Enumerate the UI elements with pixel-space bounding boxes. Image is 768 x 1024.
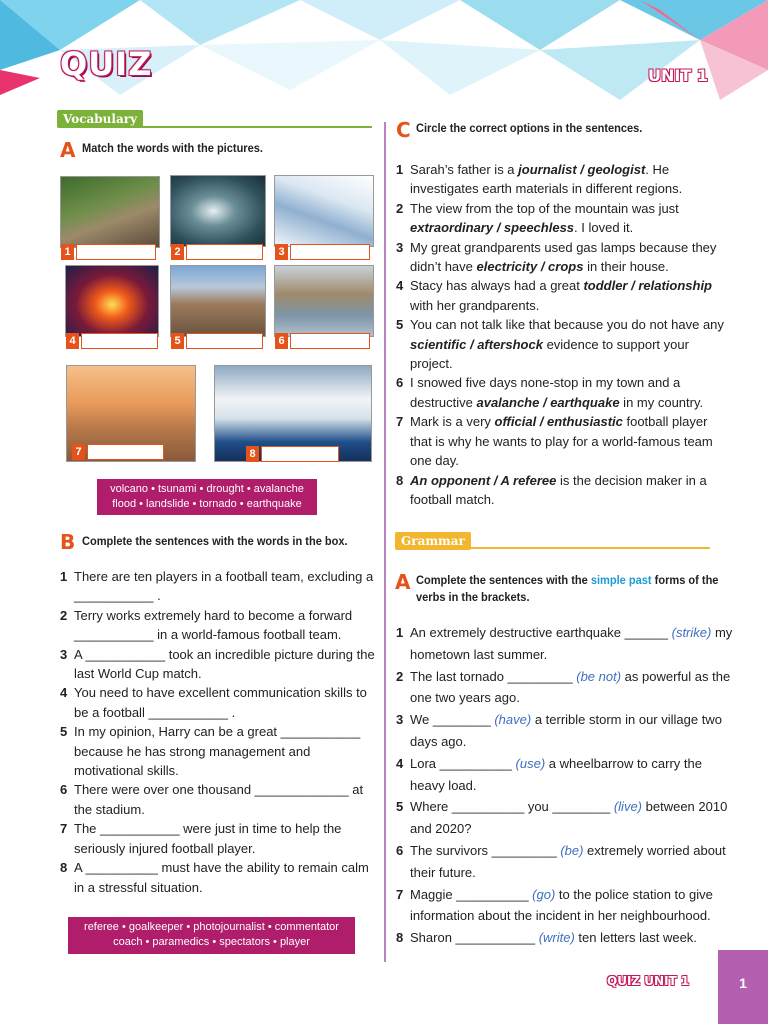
exercise-b-sentence-2 [60,606,380,645]
sentence-number: 3 [396,239,404,255]
sentence-number: 6 [396,842,404,858]
option-choice[interactable]: journalist / geologist [518,162,646,177]
sentence-pre[interactable]: Maggie __________ [410,886,533,902]
answer-box-5[interactable] [186,333,263,349]
grammar-sentence-4 [396,753,736,797]
exercise-c-sentence-1 [396,160,726,199]
sentence-number: 1 [60,569,68,584]
sentence-post: a wheelbarrow to carry the heavy load. [410,755,702,793]
answer-box-4[interactable] [81,333,158,349]
sentence-text[interactable]: Terry works extremely hard to become a forward ___________ in a world-famous football team. [74,607,353,643]
sentence-number: 4 [396,755,404,771]
verb-hint: (write) [538,930,575,946]
exercise-c-sentence-5 [396,315,726,373]
page-number: 1 [718,950,768,1024]
sentence-post: ten letters last week. [574,930,697,946]
verb-hint: (strike) [671,625,712,640]
sentence-number: 5 [396,317,404,333]
photo-number-2: 2 [171,244,184,260]
verb-hint: (be) [560,842,584,858]
instruction-post: forms of the verbs in the brackets. [416,573,719,604]
unit-label: UNIT 1 [648,66,708,85]
photo-number-6: 6 [275,333,288,349]
sentence-pre: You can not talk like that because you do not have any [410,317,724,333]
sentence-text[interactable]: A ___________ took an incredible picture during the last World Cup match. [74,646,375,682]
grammar-exercise-a-instruction [416,572,720,606]
grammar-sentence-6 [396,840,736,884]
sentence-pre: The view from the top of the mountain was just [410,200,679,216]
sentence-number: 8 [396,930,404,946]
exercise-b-sentence-6 [60,780,380,819]
photo-number-1: 1 [61,244,74,260]
sentence-pre[interactable]: We ________ [410,712,495,728]
sentence-text[interactable]: In my opinion, Harry can be a great ___________ because he has strong management and motivational skills. [74,724,361,779]
verb-hint: (go) [532,886,556,902]
grammar-exercise-a-letter: A [395,570,411,594]
sentence-post: . He investigates earth materials in different regions. [410,162,683,197]
sentence-post: as powerful as the one two years ago. [410,668,731,706]
avalanche-photo [274,175,374,247]
option-choice[interactable]: scientific / aftershock [410,336,543,352]
sentence-number: 8 [396,472,404,488]
exercise-b-sentence-4 [60,683,380,722]
quiz-title: QUIZ [60,45,153,83]
sentence-number: 6 [396,375,404,391]
photo-number-5: 5 [171,333,184,349]
grammar-sentence-5 [396,796,736,840]
option-choice[interactable]: avalanche / earthquake [476,394,620,410]
sentence-post: to the police station to give information about the incident in her neighbourhood. [410,886,713,924]
grammar-sentence-2 [396,666,736,710]
answer-box-2[interactable] [186,244,263,260]
sentence-number: 1 [396,162,404,177]
flood-photo [274,265,374,337]
grammar-sentences [396,622,736,949]
sentence-post: between 2010 and 2020? [410,799,728,837]
volcano-photo [65,265,159,337]
answer-box-3[interactable] [290,244,370,260]
sentence-number: 4 [60,685,68,701]
sentence-number: 3 [60,646,68,662]
sentence-number: 4 [396,278,404,294]
verb-hint: (use) [515,755,546,771]
earthquake-photo [170,265,266,337]
sentence-pre[interactable]: Where __________ you ________ [410,799,614,815]
sentence-pre[interactable]: Lora __________ [410,755,516,771]
sentence-post: evidence to support your project. [410,336,689,372]
vocabulary-section-tag: Vocabulary [57,110,143,128]
sentence-pre: Stacy has always had a great [410,278,584,294]
exercise-b-sentence-5 [60,722,380,780]
sentence-pre: I snowed five days none-stop in my town and a destructive [410,375,681,410]
verb-hint: (have) [494,712,532,728]
answer-box-1[interactable] [76,244,156,260]
sentence-number: 2 [396,668,404,684]
instruction-highlight: simple past [590,573,652,587]
sentence-number: 5 [60,724,68,740]
exercise-c-sentence-3 [396,238,726,277]
sentence-number: 7 [60,821,68,837]
tornado-photo [170,175,266,247]
exercise-b-sentence-3 [60,645,380,684]
exercise-c-sentence-8 [396,471,726,510]
exercise-c-sentence-7 [396,412,726,470]
sentence-number: 7 [396,414,404,430]
instruction-pre: Complete the sentences with the [416,573,591,587]
photo-number-3: 3 [275,244,288,260]
word-box-line-2: coach • paramedics • spectators • player [113,936,310,948]
answer-box-7[interactable] [87,444,164,460]
sentence-post: in my country. [619,394,704,410]
verb-hint: (be not) [576,668,622,684]
word-box-line-2: flood • landslide • tornado • earthquake [112,498,302,510]
option-choice[interactable]: An opponent / A referee [410,472,557,488]
column-divider [384,122,386,962]
vocabulary-word-box [97,479,317,515]
sentence-text[interactable]: There are ten players in a football team, excluding a ___________ . [74,569,374,604]
sentence-post: . I loved it. [574,220,634,236]
sentence-post: in their house. [583,259,669,275]
grammar-sentence-3 [396,709,736,753]
sentence-post: football player that is why he wants to play for a world-famous team one day. [410,414,713,469]
sentence-pre[interactable]: The survivors _________ [410,842,561,858]
photo-number-4: 4 [66,333,79,349]
exercise-b-word-box [68,917,355,954]
word-box-line-1: volcano • tsunami • drought • avalanche [110,483,304,495]
sentence-post: extremely worried about their future. [410,842,726,880]
exercise-c-letter: C [396,118,411,142]
sentence-post: a terrible storm in our village two days ago. [410,712,722,749]
grammar-sentence-1 [396,622,736,666]
exercise-c-sentences [396,160,726,509]
grammar-section-tag: Grammar [395,532,471,550]
verb-hint: (live) [613,799,643,815]
photo-number-8: 8 [246,446,259,462]
option-choice[interactable]: official / enthusiastic [494,414,623,430]
grammar-sentence-7 [396,884,736,928]
sentence-text[interactable]: You need to have excellent communication skills to be a football ___________ . [74,685,367,720]
grammar-underline [468,547,710,549]
exercise-c-sentence-2 [396,199,726,238]
vocabulary-underline [142,126,372,128]
sentence-number: 8 [60,860,68,876]
footer-quiz-unit-label: QUIZ UNIT 1 [607,974,690,988]
exercise-c-sentence-6 [396,373,726,412]
sentence-number: 2 [60,607,68,623]
sentence-text[interactable]: There were over one thousand _____________ at the stadium. [74,782,364,817]
exercise-c-instruction: Circle the correct options in the sentences. [416,121,643,135]
exercise-b-instruction: Complete the sentences with the words in the box. [82,534,348,548]
sentence-text[interactable]: A __________ must have the ability to remain calm in a stressful situation. [74,860,369,895]
sentence-pre[interactable]: Sharon ___________ [410,930,539,946]
sentence-number: 5 [396,799,404,815]
answer-box-8[interactable] [261,446,339,462]
header-banner [0,0,768,100]
exercise-b-sentence-7 [60,819,380,858]
option-choice[interactable]: electricity / crops [476,259,584,275]
sentence-number: 2 [396,200,404,216]
sentence-pre[interactable]: The last tornado _________ [410,668,577,684]
exercise-b-sentence-1 [60,567,380,606]
landslide-photo [60,176,160,248]
option-choice[interactable]: extraordinary / speechless [410,220,575,236]
exercise-b-sentences [60,567,380,897]
sentence-pre: My great grandparents used gas lamps because they didn’t have [410,239,717,275]
exercise-c-sentence-4 [396,276,726,315]
sentence-pre[interactable]: An extremely destructive earthquake ______ [410,625,672,640]
sentence-number: 6 [60,782,68,798]
photo-number-7: 7 [72,444,85,460]
sentence-number: 3 [396,712,404,728]
sentence-post: my hometown last summer. [410,625,733,662]
sentence-number: 7 [396,886,404,902]
exercise-b-letter: B [60,530,76,554]
sentence-post: is the decision maker in a football match. [410,472,707,507]
exercise-a-instruction: Match the words with the pictures. [82,141,263,155]
sentence-pre: Mark is a very [410,414,495,430]
word-box-line-1: referee • goalkeeper • photojournalist • commentator [84,921,339,933]
answer-box-6[interactable] [290,333,370,349]
grammar-sentence-8 [396,927,736,949]
exercise-b-sentence-8 [60,858,380,897]
sentence-pre: Sarah’s father is a [410,162,519,177]
sentence-number: 1 [396,625,404,640]
sentence-post: with her grandparents. [410,297,540,313]
option-choice[interactable]: toddler / relationship [583,278,713,294]
sentence-text[interactable]: The ___________ were just in time to help the seriously injured football player. [74,821,342,856]
exercise-a-letter: A [60,138,76,162]
